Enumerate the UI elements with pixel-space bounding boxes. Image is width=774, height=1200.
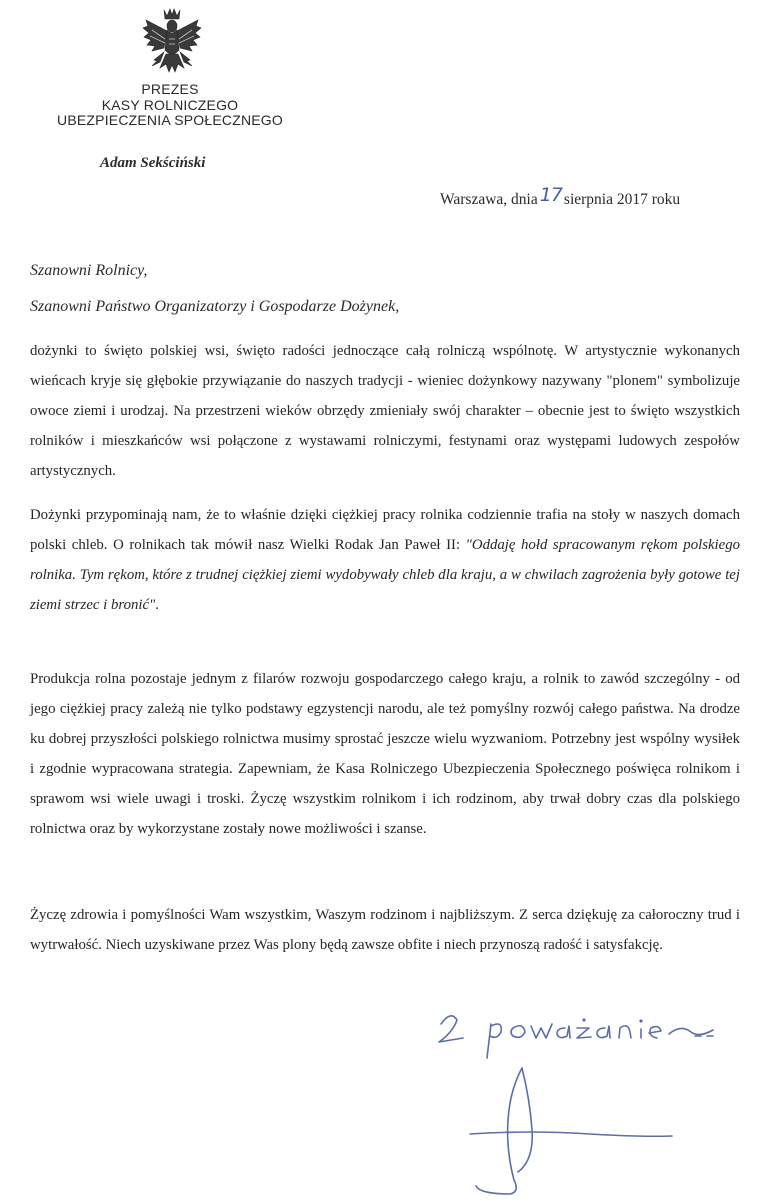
salutation-organizers: Szanowni Państwo Organizatorzy i Gospodarze Dożynek,	[30, 298, 400, 315]
date-day-handwritten: 17	[539, 184, 562, 206]
issuer-title-line-1: PREZES	[141, 81, 199, 97]
paragraph-2-end: .	[155, 597, 159, 613]
issuer-name: Adam Sekściński	[100, 155, 206, 171]
date-line	[440, 184, 681, 209]
issuer-title-line-3: UBEZPIECZENIA SPOŁECZNEGO	[57, 112, 283, 128]
polish-eagle-emblem-icon	[140, 6, 204, 80]
date-prefix: Warszawa, dnia	[440, 191, 538, 208]
handwritten-closing	[433, 1002, 723, 1062]
paragraph-2-quote: "Oddaję hołd spracowanym rękom polskiego rolnika. Tym rękom, które z trudnej ciężkiej ziemi wydobywały chleb dla kraju, a w chwilach zagrożenia były gotowe tej ziemi strzec i bronić"	[30, 537, 741, 613]
issuer-title	[45, 82, 295, 129]
paragraph-3: Produkcja rolna pozostaje jednym z filarów rozwoju gospodarczego całego kraju, a rolnik to zawód szczególny - od jego ciężkiej pracy zależą nie tylko podstawy egzystencji narodu, ale też pomyślny rozwój całego państwa. Na drodze ku dobrej przyszłości polskiego rolnictwa musimy sprostać jeszcze wielu wyzwaniom. Potrzebny jest wspólny wysiłek i zgodnie wypracowana strategia. Zapewniam, że Kasa Rolniczego Ubezpieczenia Społecznego poświęca rolnikom i sprawom wsi wiele uwagi i troski. Życzę wszystkim rolnikom i ich rodzinom, aby trwał dobry czas dla polskiego rolnictwa oraz by wykorzystane zostały nowe możliwości i szanse.	[30, 671, 740, 837]
date-suffix: sierpnia 2017 roku	[563, 191, 681, 208]
paragraph-2	[30, 500, 740, 620]
paragraph-4: Życzę zdrowia i pomyślności Wam wszystkim, Waszym rodzinom i najbliższym. Z serca dziękuję za całoroczny trud i wytrwałość. Niech uzyskiwane przez Was plony będą zawsze obfite i niech przynoszą radość i satysfakcję.	[30, 907, 740, 953]
handwritten-signature-icon	[450, 1060, 680, 1198]
paragraph-2-text: Dożynki przypominają nam, że to właśnie dzięki ciężkiej pracy rolnika codziennie trafia na stoły w naszych domach polski chleb. O rolnikach tak mówił nasz Wielki Rodak Jan Paweł II:	[30, 507, 740, 553]
salutation-farmers: Szanowni Rolnicy,	[30, 262, 148, 279]
issuer-title-line-2: KASY ROLNICZEGO	[101, 96, 239, 113]
paragraph-1: dożynki to święto polskiej wsi, święto radości jednoczące całą rolniczą wspólnotę. W artystycznie wykonanych wieńcach kryje się głębokie przywiązanie do naszych tradycji - wieniec dożynkowy nazywany "plonem" symbolizuje owoce ziemi i urodzaj. Na przestrzeni wieków obrzędy zmieniały swój charakter – obecnie jest to święto wszystkich rolników i mieszkańców wsi połączone z wystawami rolniczymi, festynami oraz występami ludowych zespołów artystycznych.	[30, 343, 740, 479]
